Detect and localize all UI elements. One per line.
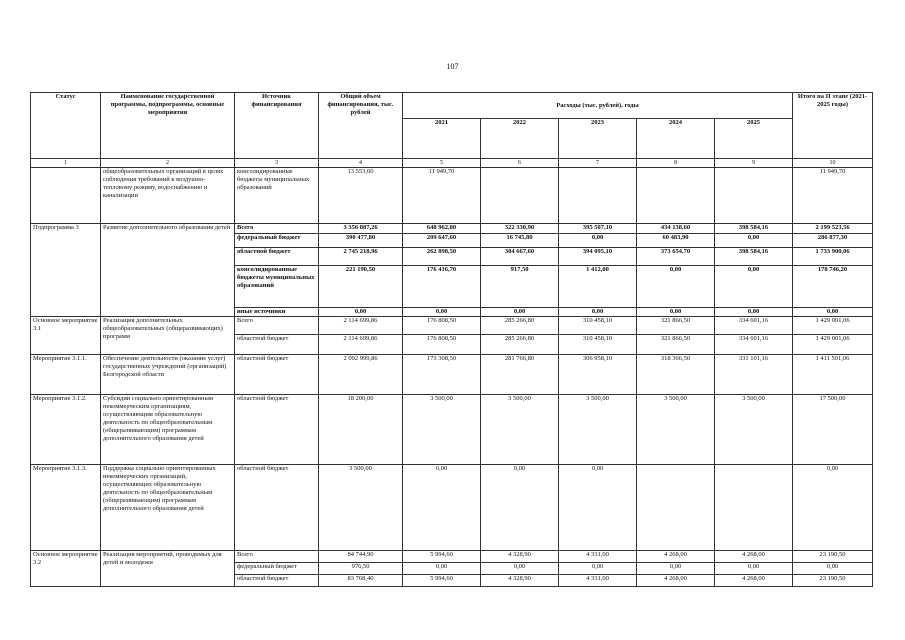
y2023-cell: 310 458,10 xyxy=(559,317,637,335)
total-cell: 13 553,60 xyxy=(319,168,403,224)
header-year-2024: 2024 xyxy=(637,119,715,159)
source-cell: Всего xyxy=(235,551,319,563)
status-cell: Мероприятие 3.1.1. xyxy=(31,355,101,395)
y2022-cell: 3 500,00 xyxy=(481,395,559,465)
source-cell: федеральный бюджет xyxy=(235,563,319,575)
page-number: 107 xyxy=(446,62,459,71)
y2023-cell: 0,00 xyxy=(559,465,637,551)
y2021-cell: 0,00 xyxy=(403,563,481,575)
y2021-cell: 648 962,80 xyxy=(403,224,481,234)
stage-cell: 0,00 xyxy=(793,465,873,551)
source-cell: областной бюджет xyxy=(235,335,319,355)
stage-cell: 1 733 900,06 xyxy=(793,248,873,266)
col-num: 3 xyxy=(235,159,319,168)
stage-cell: 11 949,70 xyxy=(793,168,873,224)
source-cell: консолидированные бюджеты муниципальных образований xyxy=(235,168,319,224)
y2023-cell: 0,00 xyxy=(559,234,637,248)
total-cell: 2 114 699,86 xyxy=(319,317,403,335)
stage-cell: 23 190,50 xyxy=(793,575,873,587)
y2025-cell: 4 268,00 xyxy=(715,551,793,563)
y2021-cell: 176 416,70 xyxy=(403,266,481,308)
y2022-cell: 0,00 xyxy=(481,563,559,575)
y2022-cell: 285 266,80 xyxy=(481,335,559,355)
col-num: 7 xyxy=(559,159,637,168)
stage-cell: 286 877,30 xyxy=(793,234,873,248)
y2021-cell: 5 994,60 xyxy=(403,551,481,563)
total-cell: 2 745 218,96 xyxy=(319,248,403,266)
col-num: 6 xyxy=(481,159,559,168)
y2022-cell: 322 330,90 xyxy=(481,224,559,234)
y2024-cell: 321 866,50 xyxy=(637,335,715,355)
stage-cell: 17 500,00 xyxy=(793,395,873,465)
table-row xyxy=(31,168,873,224)
y2022-cell: 4 328,90 xyxy=(481,551,559,563)
total-cell: 390 477,80 xyxy=(319,234,403,248)
y2024-cell: 3 500,00 xyxy=(637,395,715,465)
y2022-cell: 281 766,80 xyxy=(481,355,559,395)
header-year-2025: 2025 xyxy=(715,119,793,159)
y2024-cell: 0,00 xyxy=(637,563,715,575)
stage-cell: 0,00 xyxy=(793,308,873,317)
header-status: Статус xyxy=(31,93,101,159)
col-num: 8 xyxy=(637,159,715,168)
col-num: 9 xyxy=(715,159,793,168)
y2021-cell: 209 647,60 xyxy=(403,234,481,248)
header-source: Источник финансирования xyxy=(235,93,319,159)
status-cell: Основное мероприятие 3.2 xyxy=(31,551,101,587)
y2025-cell: 3 500,00 xyxy=(715,395,793,465)
source-cell: Всего xyxy=(235,224,319,234)
source-cell: областной бюджет xyxy=(235,395,319,465)
y2024-cell: 4 268,00 xyxy=(637,575,715,587)
source-cell: консолидированные бюджеты муниципальных образований xyxy=(235,266,319,308)
table-row xyxy=(31,224,873,234)
y2025-cell: 334 601,16 xyxy=(715,317,793,335)
source-cell: областной бюджет xyxy=(235,248,319,266)
y2024-cell: 373 654,70 xyxy=(637,248,715,266)
total-cell: 2 092 999,86 xyxy=(319,355,403,395)
table-row xyxy=(31,465,873,551)
stage-cell: 2 199 523,56 xyxy=(793,224,873,234)
header-year-2022: 2022 xyxy=(481,119,559,159)
status-cell: Подпрограмма 3 xyxy=(31,224,101,317)
y2021-cell: 0,00 xyxy=(403,465,481,551)
source-cell: областной бюджет xyxy=(235,355,319,395)
source-cell: областной бюджет xyxy=(235,465,319,551)
y2022-cell: 4 328,90 xyxy=(481,575,559,587)
y2025-cell: 334 601,16 xyxy=(715,335,793,355)
status-cell: Основное мероприятие 3.1 xyxy=(31,317,101,355)
y2022-cell: 0,00 xyxy=(481,308,559,317)
header-stage-total: Итого на II этапе (2021-2025 годы) xyxy=(793,93,873,159)
y2021-cell: 3 500,00 xyxy=(403,395,481,465)
stage-cell: 178 746,20 xyxy=(793,266,873,308)
y2021-cell: 0,00 xyxy=(403,308,481,317)
name-cell: Реализация дополнительных общеобразовательных (общеразвивающих) программ xyxy=(101,317,235,355)
name-cell: общеобразовательных организаций в целях соблюдения требований к воздушно-тепловому режиму, водоснабжению и канализации xyxy=(101,168,235,224)
col-num: 5 xyxy=(403,159,481,168)
y2024-cell: 60 483,90 xyxy=(637,234,715,248)
y2023-cell: 3 500,00 xyxy=(559,395,637,465)
source-cell: областной бюджет xyxy=(235,575,319,587)
stage-cell: 1 429 001,06 xyxy=(793,335,873,355)
y2025-cell: 0,00 xyxy=(715,308,793,317)
table-row xyxy=(31,317,873,335)
header-year-2021: 2021 xyxy=(403,119,481,159)
y2024-cell: 434 138,60 xyxy=(637,224,715,234)
y2024-cell: 318 366,50 xyxy=(637,355,715,395)
y2023-cell: 1 412,00 xyxy=(559,266,637,308)
y2025-cell: 398 584,16 xyxy=(715,248,793,266)
table-row xyxy=(31,551,873,563)
col-num: 2 xyxy=(101,159,235,168)
stage-cell: 0,00 xyxy=(793,563,873,575)
col-num: 4 xyxy=(319,159,403,168)
y2025-cell xyxy=(715,465,793,551)
header-expenses: Расходы (тыс. рублей), годы xyxy=(403,93,793,119)
y2024-cell: 321 866,50 xyxy=(637,317,715,335)
total-cell: 18 200,00 xyxy=(319,395,403,465)
y2025-cell: 398 584,16 xyxy=(715,224,793,234)
y2022-cell: 917,50 xyxy=(481,266,559,308)
total-cell: 221 190,50 xyxy=(319,266,403,308)
y2023-cell xyxy=(559,168,637,224)
total-cell: 3 356 887,26 xyxy=(319,224,403,234)
total-cell: 3 500,00 xyxy=(319,465,403,551)
y2025-cell: 0,00 xyxy=(715,563,793,575)
y2021-cell: 11 949,70 xyxy=(403,168,481,224)
source-cell: Всего xyxy=(235,317,319,335)
total-cell: 84 744,90 xyxy=(319,551,403,563)
source-cell: федеральный бюджет xyxy=(235,234,319,248)
y2023-cell: 0,00 xyxy=(559,308,637,317)
y2021-cell: 176 808,50 xyxy=(403,317,481,335)
name-cell: Реализация мероприятий, проводимых для детей и молодежи xyxy=(101,551,235,587)
budget-table xyxy=(30,92,873,587)
y2023-cell: 394 095,10 xyxy=(559,248,637,266)
y2024-cell xyxy=(637,465,715,551)
col-num: 10 xyxy=(793,159,873,168)
name-cell: Обеспечение деятельности (оказание услуг) государственных учреждений (организаций) Белгородской области xyxy=(101,355,235,395)
total-cell: 2 114 699,86 xyxy=(319,335,403,355)
y2022-cell: 16 745,80 xyxy=(481,234,559,248)
y2023-cell: 4 331,00 xyxy=(559,551,637,563)
status-cell xyxy=(31,168,101,224)
y2023-cell: 4 331,00 xyxy=(559,575,637,587)
y2024-cell xyxy=(637,168,715,224)
stage-cell: 1 429 001,06 xyxy=(793,317,873,335)
y2023-cell: 306 958,10 xyxy=(559,355,637,395)
status-cell: Мероприятие 3.1.2. xyxy=(31,395,101,465)
name-cell: Субсидии социально ориентированным некоммерческим организациям, осуществляющим образовательную деятельность по общеобразовательным (общеразвивающим) программам дополнительного образования детей xyxy=(101,395,235,465)
status-cell: Мероприятие 3.1.3. xyxy=(31,465,101,551)
header-year-2023: 2023 xyxy=(559,119,637,159)
y2021-cell: 5 994,60 xyxy=(403,575,481,587)
y2021-cell: 262 898,50 xyxy=(403,248,481,266)
y2022-cell: 285 266,80 xyxy=(481,317,559,335)
table-row xyxy=(31,355,873,395)
y2024-cell: 4 268,00 xyxy=(637,551,715,563)
total-cell: 0,00 xyxy=(319,308,403,317)
y2023-cell: 0,00 xyxy=(559,563,637,575)
header-total: Общий объем финансирования, тыс. рублей xyxy=(319,93,403,159)
y2025-cell xyxy=(715,168,793,224)
y2024-cell: 0,00 xyxy=(637,266,715,308)
y2021-cell: 176 808,50 xyxy=(403,335,481,355)
y2022-cell: 304 667,60 xyxy=(481,248,559,266)
y2022-cell xyxy=(481,168,559,224)
y2023-cell: 395 507,10 xyxy=(559,224,637,234)
y2021-cell: 173 308,50 xyxy=(403,355,481,395)
y2025-cell: 331 101,16 xyxy=(715,355,793,395)
y2025-cell: 0,00 xyxy=(715,266,793,308)
y2024-cell: 0,00 xyxy=(637,308,715,317)
total-cell: 976,50 xyxy=(319,563,403,575)
stage-cell: 1 411 501,06 xyxy=(793,355,873,395)
source-cell: иные источники xyxy=(235,308,319,317)
col-num: 1 xyxy=(31,159,101,168)
y2022-cell: 0,00 xyxy=(481,465,559,551)
total-cell: 83 768,40 xyxy=(319,575,403,587)
column-numbers-row xyxy=(31,159,873,168)
table-row xyxy=(31,395,873,465)
header-name: Наименование государственной программы, подпрограммы, основные мероприятия xyxy=(101,93,235,159)
y2023-cell: 310 458,10 xyxy=(559,335,637,355)
name-cell: Развитие дополнительного образования детей xyxy=(101,224,235,317)
y2025-cell: 4 268,00 xyxy=(715,575,793,587)
stage-cell: 23 190,50 xyxy=(793,551,873,563)
name-cell: Поддержка социально ориентированных некоммерческих организаций, осуществляющих образовательную деятельность по общеобразовательным (общеразвивающим) программам дополнительного образования детей xyxy=(101,465,235,551)
y2025-cell: 0,00 xyxy=(715,234,793,248)
